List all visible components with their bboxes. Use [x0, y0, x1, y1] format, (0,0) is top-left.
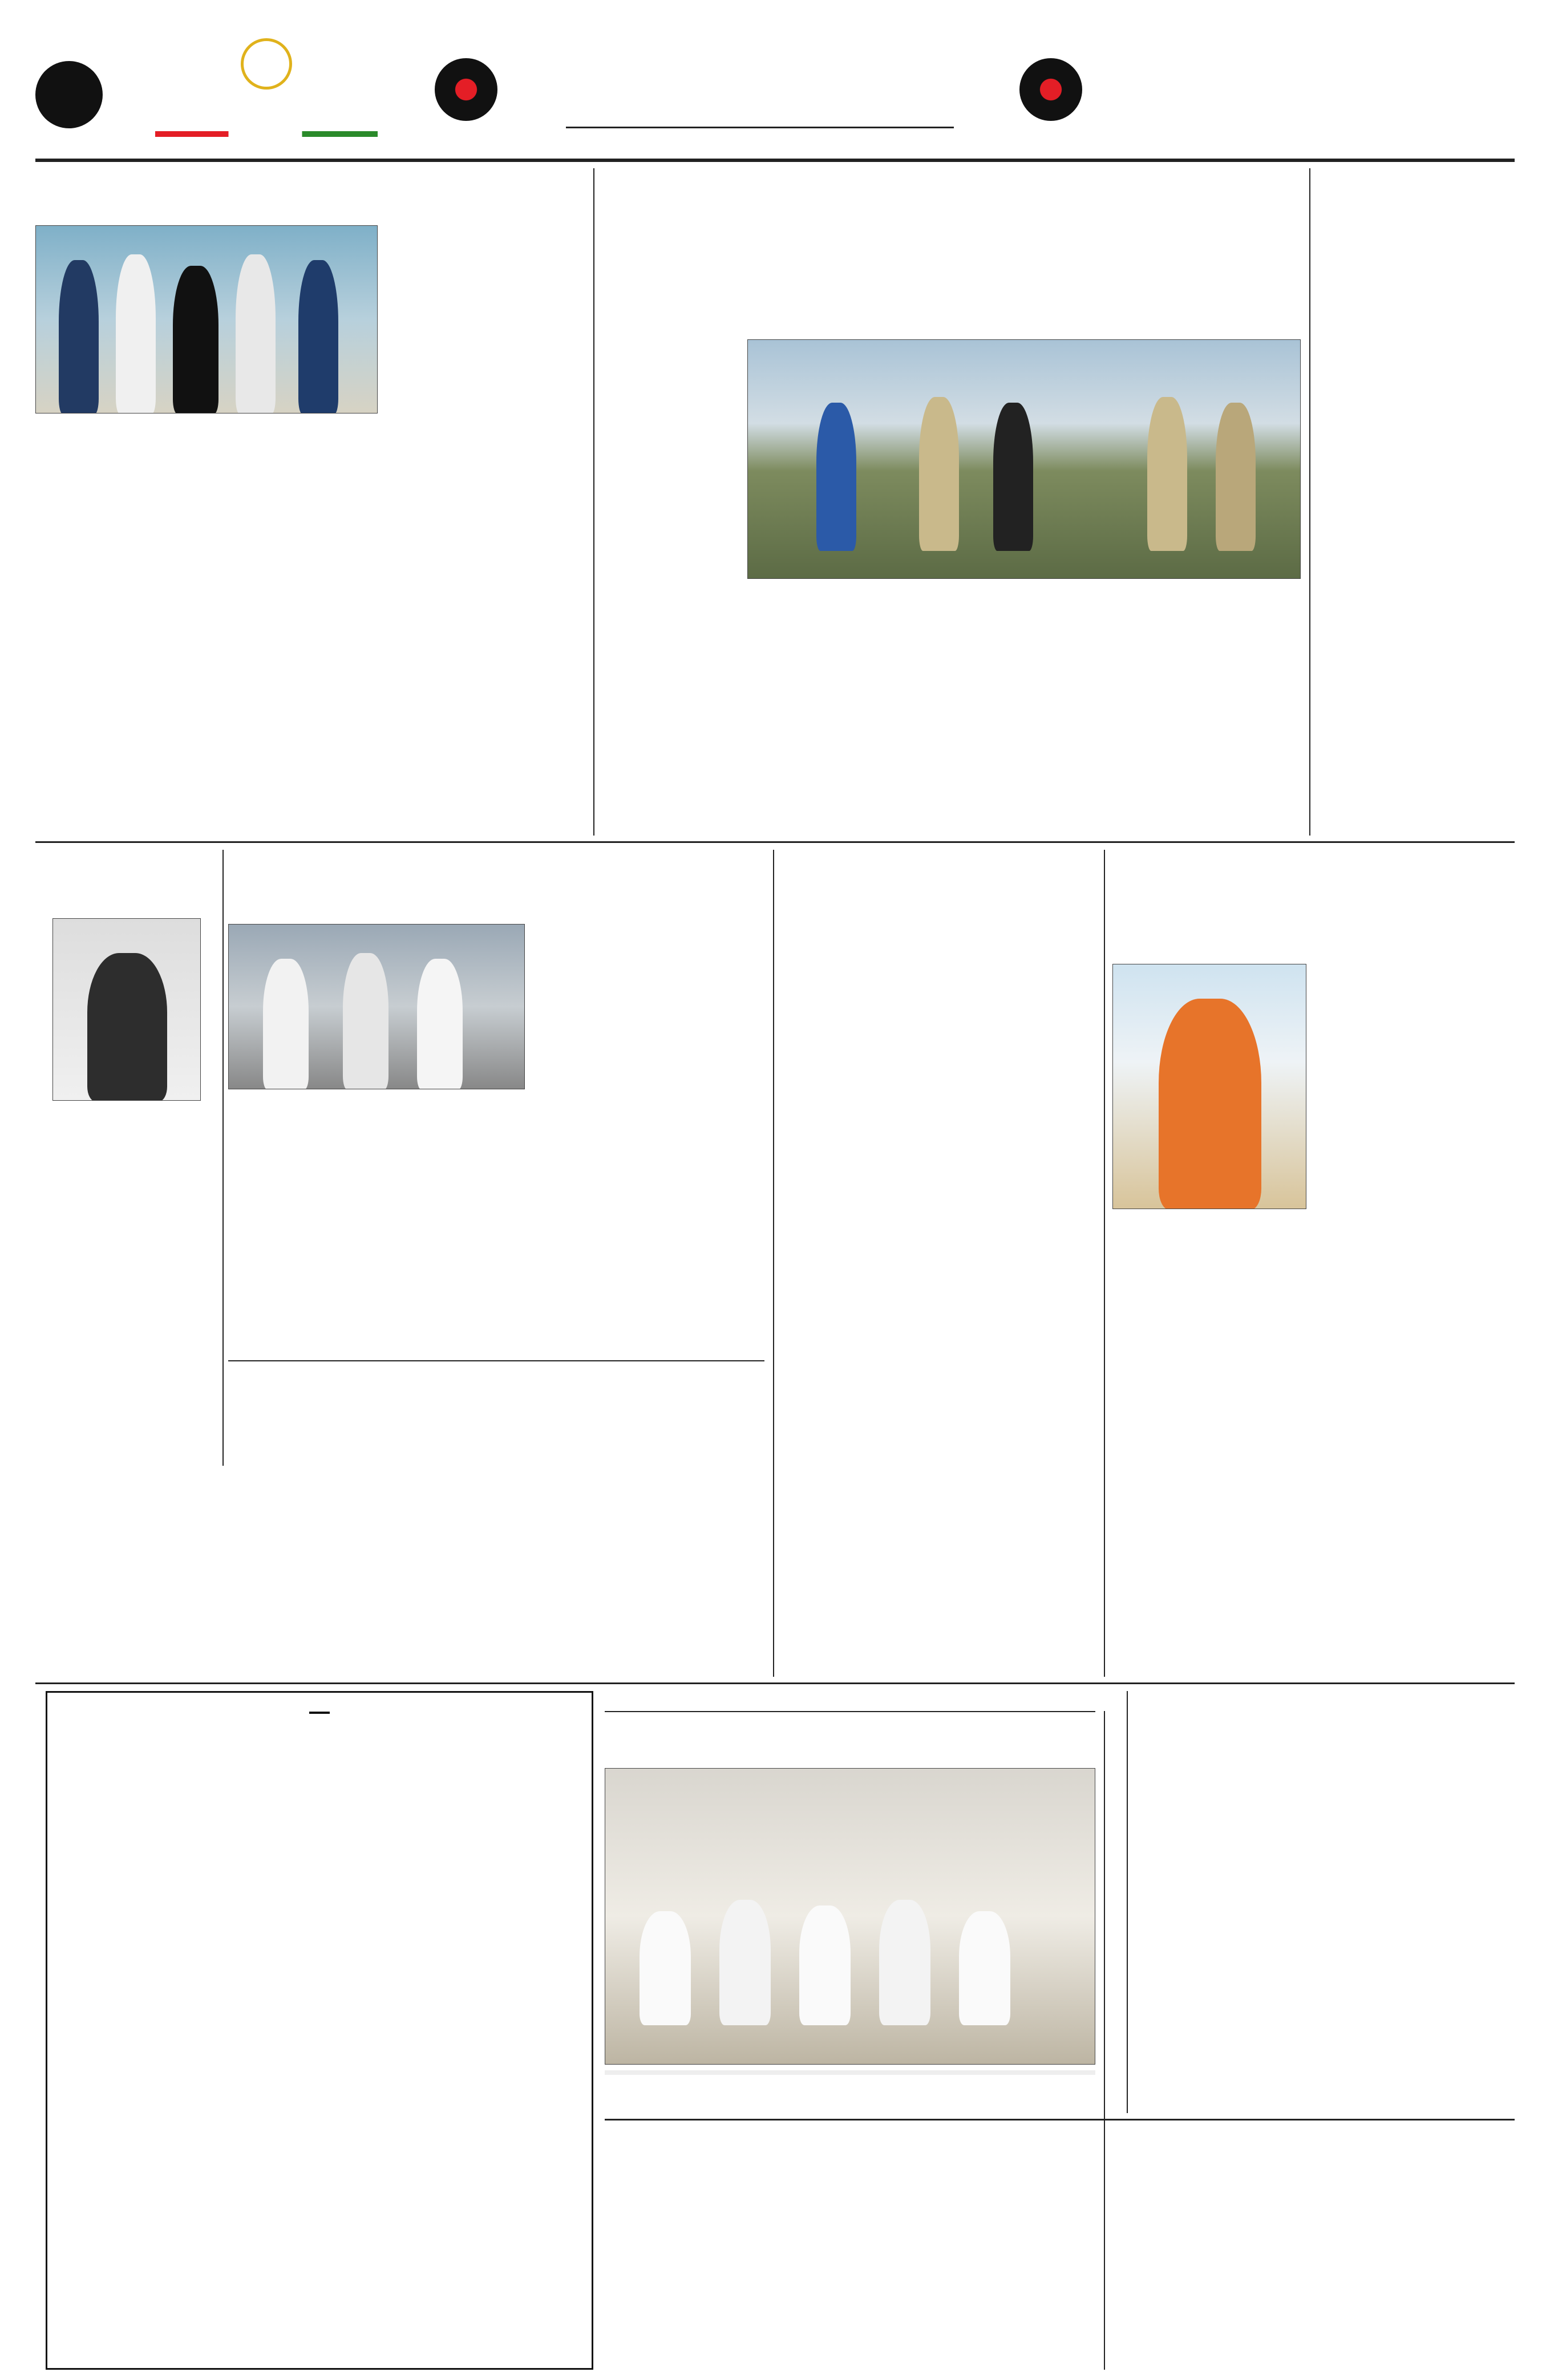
story-encounter-body: [602, 362, 742, 830]
story-jamiat-block: [605, 1728, 1095, 2370]
photo-person: [993, 403, 1033, 551]
edition-urdu: [1108, 47, 1515, 132]
story-nagina: [228, 850, 764, 1420]
photo-person: [236, 254, 276, 413]
masthead-bottom-rule: [35, 159, 1515, 162]
col-rule: [222, 850, 224, 1466]
photo-person: [298, 260, 338, 413]
sahara-emblem-right: [1019, 58, 1082, 121]
page-number: [35, 67, 103, 124]
story-salima: [35, 850, 218, 1466]
story-alfiya-body: [386, 277, 586, 419]
paper-logo-underline: [155, 131, 378, 137]
story-nagina-body: [536, 924, 764, 1089]
story-aditya: [1112, 850, 1515, 1677]
story-alfiya-body-cont: [35, 425, 586, 824]
photo-person: [116, 254, 156, 413]
masthead-date-urdu: [138, 138, 378, 159]
photo-person: [816, 403, 856, 551]
story-salima-body: [35, 1129, 218, 1460]
photo-person: [799, 1905, 851, 2025]
story-divider: [228, 1360, 764, 1361]
photo-person: [959, 1911, 1010, 2025]
notice-banner: [309, 1712, 330, 1714]
story-alfiya: [35, 168, 586, 836]
aligarh-article: [1112, 2127, 1515, 2367]
alfiya-photo: [35, 225, 378, 413]
photo-person: [87, 953, 167, 1101]
masthead: [35, 35, 1515, 155]
col-rule: [773, 850, 774, 1677]
encounter-photo: [747, 339, 1301, 579]
photo-person: [173, 266, 218, 413]
story-aditya-body: [1318, 1018, 1515, 1206]
paper-logo: [149, 84, 378, 129]
story-jamiat-body: [605, 2099, 1095, 2367]
photo-person: [919, 397, 959, 551]
story-divider: [605, 1711, 1095, 1712]
col-rule: [1309, 168, 1310, 836]
photo-person: [1216, 403, 1256, 551]
story-dealer-body: [228, 1365, 764, 1593]
jamiat-photo: [605, 1768, 1095, 2065]
salima-photo: [52, 918, 201, 1101]
row-rule: [35, 841, 1515, 843]
election-notice: [46, 1691, 593, 2370]
story-encounter-body-cont: [747, 587, 1301, 830]
photo-person: [1159, 999, 1261, 1209]
story-barricade-body: [782, 854, 1095, 1573]
story-daughter-body: [1318, 174, 1515, 682]
col-rule: [1104, 850, 1105, 1677]
col-rule: [593, 168, 594, 836]
sahara-emblem-left: [435, 58, 497, 121]
notice-banner-wrap: [56, 1705, 582, 1716]
story-daughter: [1318, 168, 1515, 836]
masthead-divider: [566, 127, 954, 128]
nagina-photo: [228, 924, 525, 1089]
story-aligarh-body: [1112, 2130, 1515, 2301]
col-rule: [1104, 1711, 1105, 2370]
story-nagina-body-cont: [228, 1095, 764, 1346]
photo-person: [1147, 397, 1187, 551]
photo-person: [417, 959, 463, 1089]
photo-person: [263, 959, 309, 1089]
aditya-photo: [1112, 964, 1306, 1209]
photo-person: [59, 260, 99, 413]
photo-person: [719, 1900, 771, 2025]
row-rule: [35, 1682, 1515, 1684]
photo-person: [640, 1911, 691, 2025]
paper-logo-ring: [241, 38, 292, 90]
story-jamiat-caption: [605, 2070, 1095, 2075]
story-dealer: [228, 1360, 764, 1677]
story-barricade: [782, 850, 1095, 1677]
story-aditya-body-cont: [1112, 1218, 1515, 1668]
photo-person: [879, 1900, 930, 2025]
photo-person: [343, 953, 388, 1089]
story-encounter: [602, 168, 1301, 836]
